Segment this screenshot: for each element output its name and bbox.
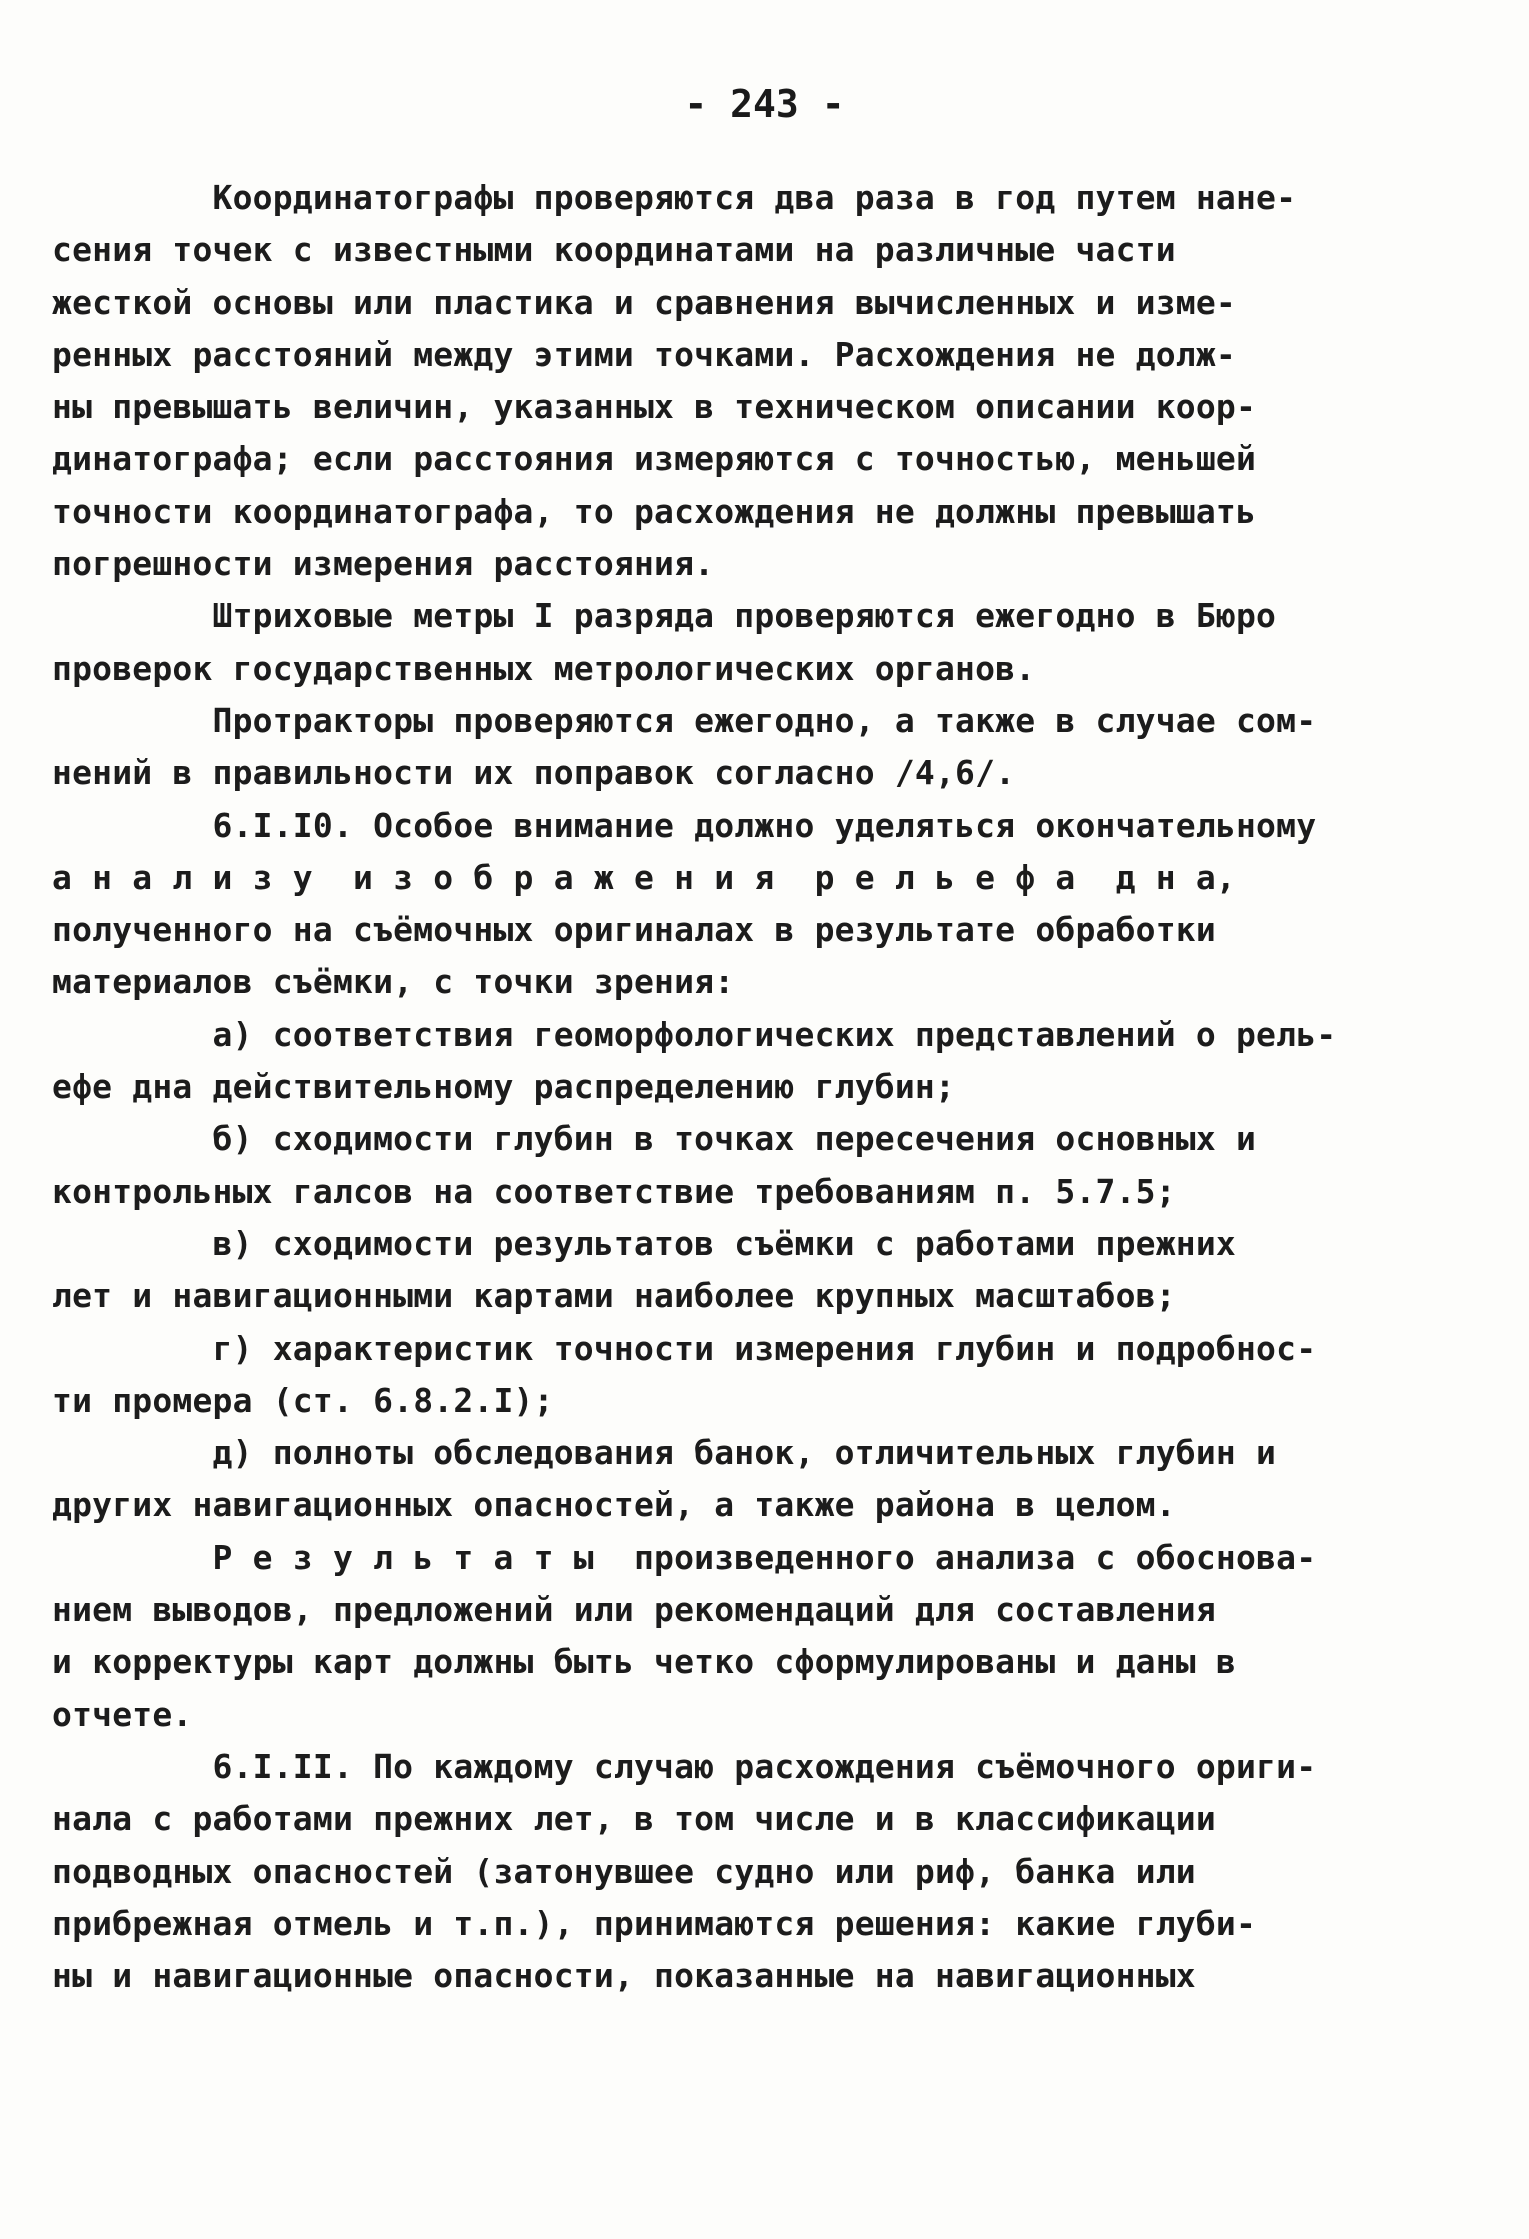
text-line: в) сходимости результатов съёмки с работами прежних <box>52 1223 1236 1263</box>
text-line: жесткой основы или пластика и сравнения вычисленных и изме- <box>52 282 1236 322</box>
text-line: других навигационных опасностей, а также района в целом. <box>52 1485 1176 1525</box>
text-line: проверок государственных метрологических органов. <box>52 648 1036 688</box>
text-line: материалов съёмки, с точки зрения: <box>52 962 735 1002</box>
text-line: ренных расстояний между этими точками. Расхождения не долж- <box>52 334 1236 374</box>
text-line: лет и навигационными картами наиболее крупных масштабов; <box>52 1276 1176 1316</box>
text-line: ти промера (ст. 6.8.2.I); <box>52 1380 554 1420</box>
text-line: ны превышать величин, указанных в техническом описании коор- <box>52 387 1257 427</box>
text-line: отчете. <box>52 1694 193 1734</box>
text-line: ефе дна действительному распределению глубин; <box>52 1067 956 1107</box>
text-line: нений в правильности их поправок согласно /4,6/. <box>52 753 1016 793</box>
page-number: - 243 - <box>684 82 845 126</box>
text-line: и корректуры карт должны быть четко сформулированы и даны в <box>52 1642 1236 1682</box>
text-line: прибрежная отмель и т.п.), принимаются решения: какие глуби- <box>52 1903 1257 1943</box>
text-line: б) сходимости глубин в точках пересечения основных и <box>52 1119 1257 1159</box>
text-line: погрешности измерения расстояния. <box>52 544 715 584</box>
text-line: подводных опасностей (затонувшее судно или риф, банка или <box>52 1851 1196 1891</box>
text-line: контрольных галсов на соответствие требованиям п. 5.7.5; <box>52 1171 1176 1211</box>
text-line: д) полноты обследования банок, отличительных глубин и <box>52 1433 1277 1473</box>
body-text <box>52 172 1352 2002</box>
text-line: сения точек с известными координатами на различные части <box>52 230 1176 270</box>
text-line: ны и навигационные опасности, показанные на навигационных <box>52 1956 1196 1996</box>
text-line: нием выводов, предложений или рекомендаций для составления <box>52 1590 1216 1630</box>
text-line: Координатографы проверяются два раза в год путем нане- <box>52 178 1297 217</box>
text-line: а) соответствия геоморфологических представлений о рель- <box>52 1014 1337 1054</box>
text-line: точности координатографа, то расхождения не должны превышать <box>52 491 1257 531</box>
text-line: полученного на съёмочных оригиналах в результате обработки <box>52 910 1216 950</box>
text-line: 6.I.II. По каждому случаю расхождения съёмочного ориги- <box>52 1746 1317 1786</box>
text-line: г) характеристик точности измерения глубин и подробнос- <box>52 1328 1317 1368</box>
text-line: нала с работами прежних лет, в том числе и в классификации <box>52 1799 1216 1839</box>
text-line: Протракторы проверяются ежегодно, а также в случае сом- <box>52 700 1317 740</box>
text-line: а н а л и з у и з о б р а ж е н и я р е л ь е ф а д н а, <box>52 857 1236 897</box>
text-line: динатографа; если расстояния измеряются с точностью, меньшей <box>52 439 1257 479</box>
text-line: Р е з у л ь т а т ы произведенного анализа с обоснова- <box>52 1537 1317 1577</box>
text-line: 6.I.I0. Особое внимание должно уделяться окончательному <box>52 805 1317 845</box>
text-line: Штриховые метры I разряда проверяются ежегодно в Бюро <box>52 596 1277 636</box>
